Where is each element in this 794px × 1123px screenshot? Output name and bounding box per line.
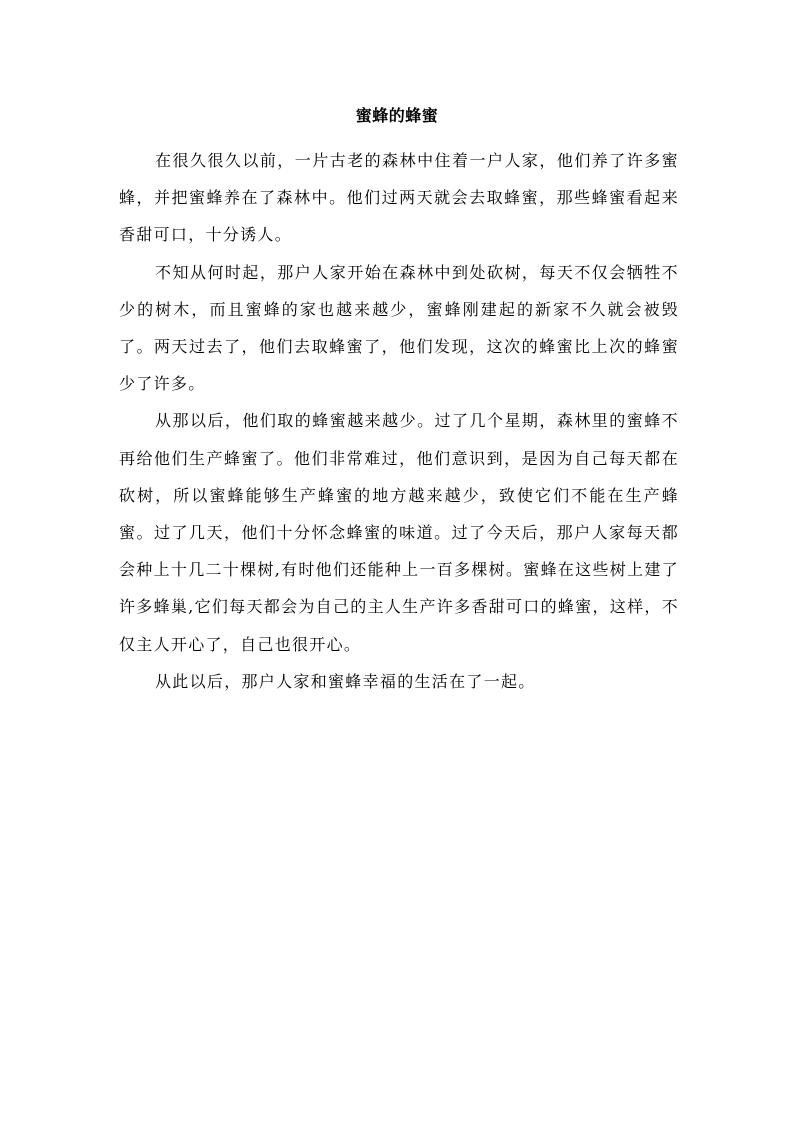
paragraph-3: 从那以后，他们取的蜂蜜越来越少。过了几个星期，森林里的蜜蜂不再给他们生产蜂蜜了。他们非常难过，他们意识到，是因为自己每天都在砍树，所以蜜蜂能够生产蜂蜜的地方越来越少，致使它们不能在生产蜂蜜。过了几天，他们十分怀念蜂蜜的味道。过了今天后，那户人家每天都会种上十几二十棵树,有时他们还能种上一百多棵树。蜜蜂在这些树上建了许多蜂巢,它们每天都会为自己的主人生产许多香甜可口的蜂蜜，这样，不仅主人开心了，自己也很开心。 <box>119 411 679 654</box>
paragraph-4: 从此以后，那户人家和蜜蜂幸福的生活在了一起。 <box>155 671 536 691</box>
paragraph-1: 在很久很久以前，一片古老的森林中住着一户人家，他们养了许多蜜蜂，并把蜜蜂养在了森林中。他们过两天就会去取蜂蜜，那些蜂蜜看起来香甜可口，十分诱人。 <box>119 151 679 245</box>
paragraph-2: 不知从何时起，那户人家开始在森林中到处砍树，每天不仅会牺牲不少的树木，而且蜜蜂的家也越来越少，蜜蜂刚建起的新家不久就会被毁了。两天过去了，他们去取蜂蜜了，他们发现，这次的蜂蜜比上次的蜂蜜少了许多。 <box>119 262 679 394</box>
document-title: 蜜蜂的蜂蜜 <box>355 106 439 125</box>
document-body <box>119 142 679 700</box>
